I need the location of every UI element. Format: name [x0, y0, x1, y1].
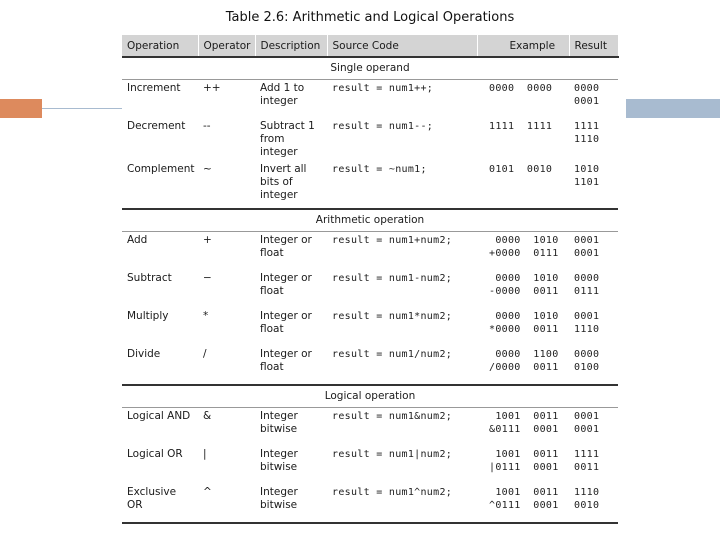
- cell-result: 0000 0100: [569, 346, 618, 385]
- section-header-row: [122, 385, 618, 408]
- cell-operation: Logical OR: [127, 448, 183, 460]
- table-row: [122, 80, 618, 119]
- table-row: [122, 308, 618, 346]
- header-example: Example: [477, 35, 569, 57]
- cell-result: 1111 0011: [574, 449, 600, 473]
- cell-description: Integer or float: [260, 272, 312, 297]
- cell-description: Integer or float: [255, 346, 327, 385]
- cell-source-code: result = num1-num2;: [332, 273, 453, 284]
- cell-description: Integer or float: [260, 310, 312, 335]
- table-row: [122, 232, 618, 271]
- cell-source-code: result = num1++;: [332, 83, 434, 94]
- cell-example: 0101 0010: [477, 161, 569, 209]
- cell-operator: ++: [203, 82, 221, 94]
- cell-operation: Divide: [122, 346, 198, 385]
- table-row: [122, 408, 618, 447]
- cell-operator: *: [203, 310, 209, 322]
- cell-operator: −: [203, 272, 212, 284]
- cell-source-code: result = num1^num2;: [327, 484, 477, 523]
- cell-result: 0000 0001: [574, 83, 600, 107]
- cell-description: Subtract 1 from integer: [260, 120, 315, 158]
- cell-source-code: result = num1+num2;: [332, 235, 453, 246]
- section-title: Logical operation: [122, 385, 618, 408]
- decorative-accent-bar-left: [0, 99, 42, 118]
- header-operator: Operator: [198, 35, 255, 57]
- cell-source-code: result = num1*num2;: [332, 311, 453, 322]
- table-row: [122, 118, 618, 161]
- cell-description: Integer bitwise: [260, 410, 298, 435]
- cell-example: 1001 0011 &0111 0001: [489, 411, 559, 435]
- cell-example: 0000 1100 /0000 0011: [477, 346, 569, 385]
- cell-result: 0001 0001: [574, 411, 600, 435]
- section-title: Arithmetic operation: [122, 209, 618, 232]
- table-row: [122, 270, 618, 308]
- section-header-row: [122, 57, 618, 80]
- cell-operation: Logical AND: [127, 410, 191, 422]
- cell-result: 0001 1110: [574, 311, 600, 335]
- cell-example: 0000 1010 -0000 0011: [489, 273, 559, 297]
- cell-operation: Multiply: [127, 310, 169, 322]
- cell-result: 0000 0111: [574, 273, 600, 297]
- cell-example: 0000 0000: [489, 83, 553, 94]
- cell-example: 0000 1010 +0000 0111: [489, 235, 559, 259]
- table-row: [122, 346, 618, 385]
- operations-table: [122, 35, 619, 524]
- cell-source-code: result = ~num1;: [327, 161, 477, 209]
- table-row: [122, 484, 618, 523]
- cell-operator: --: [203, 120, 211, 132]
- cell-operator: |: [203, 448, 207, 460]
- cell-operator: ~: [198, 161, 255, 209]
- cell-operation: Increment: [127, 82, 181, 94]
- cell-operation: Subtract: [127, 272, 172, 284]
- cell-operator: /: [198, 346, 255, 385]
- header-source-code: Source Code: [327, 35, 477, 57]
- cell-example: 1111 1111: [489, 121, 553, 132]
- cell-source-code: result = num1|num2;: [332, 449, 453, 460]
- table-row: [122, 161, 618, 209]
- cell-example: 0000 1010 *0000 0011: [489, 311, 559, 335]
- header-result: Result: [569, 35, 618, 57]
- table-row: [122, 446, 618, 484]
- cell-operation: Exclusive OR: [122, 484, 198, 523]
- decorative-accent-line: [42, 108, 122, 109]
- decorative-accent-bar-right: [626, 99, 720, 118]
- cell-operation: Add: [127, 234, 148, 246]
- cell-result: 1110 0010: [569, 484, 618, 523]
- cell-description: Invert all bits of integer: [255, 161, 327, 209]
- cell-operator: &: [203, 410, 212, 422]
- cell-result: 1111 1110: [574, 121, 600, 145]
- cell-operation: Decrement: [127, 120, 186, 132]
- cell-description: Integer bitwise: [255, 484, 327, 523]
- header-operation: Operation: [122, 35, 198, 57]
- cell-result: 0001 0001: [574, 235, 600, 259]
- cell-operator: ^: [198, 484, 255, 523]
- cell-result: 1010 1101: [569, 161, 618, 209]
- cell-example: 1001 0011 ^0111 0001: [477, 484, 569, 523]
- cell-description: Integer or float: [260, 234, 312, 259]
- table-header-row: [122, 35, 618, 57]
- cell-source-code: result = num1--;: [332, 121, 434, 132]
- table-title: Table 2.6: Arithmetic and Logical Operations: [225, 10, 515, 25]
- cell-example: 1001 0011 |0111 0001: [489, 449, 559, 473]
- cell-operator: +: [203, 234, 212, 246]
- section-title: Single operand: [122, 57, 618, 80]
- cell-operation: Complement: [122, 161, 198, 209]
- cell-source-code: result = num1/num2;: [327, 346, 477, 385]
- cell-description: Integer bitwise: [260, 448, 298, 473]
- header-description: Description: [255, 35, 327, 57]
- section-header-row: [122, 209, 618, 232]
- cell-description: Add 1 to integer: [260, 82, 305, 107]
- cell-source-code: result = num1&num2;: [332, 411, 453, 422]
